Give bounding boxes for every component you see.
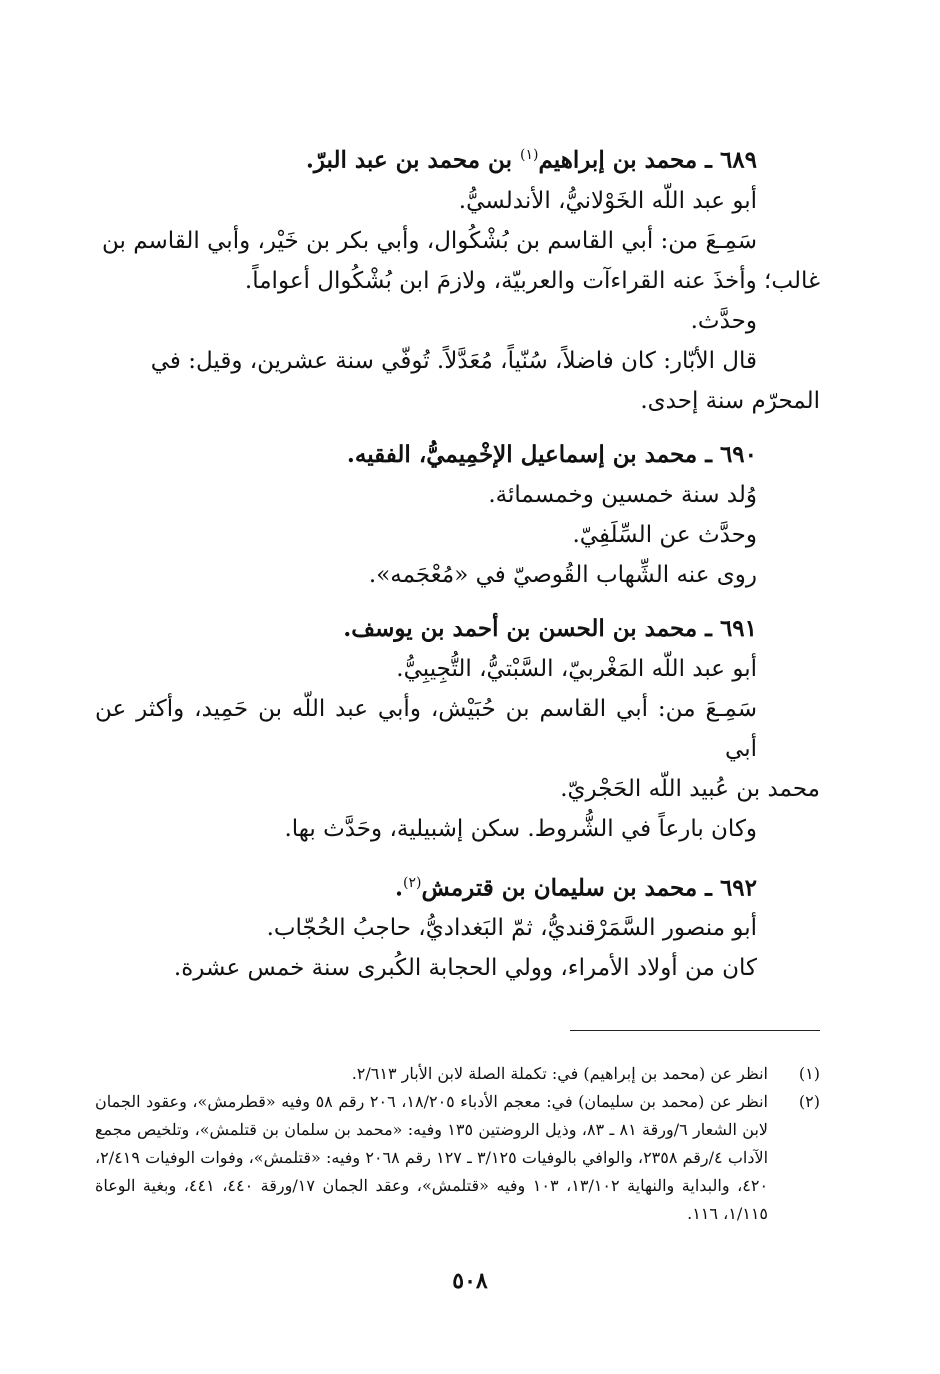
entry-heading-text: . <box>395 874 404 902</box>
text-line: وحدَّث. <box>690 307 757 334</box>
text-line: كان من أولاد الأمراء، وولي الحجابة الكُبرى سنة خمس عشرة. <box>173 955 757 982</box>
footnotes <box>95 1060 820 1228</box>
text-line: أبو عبد اللّه الخَوْلانيُّ، الأندلسيُّ. <box>458 187 757 214</box>
text-line: غالب؛ وأخذَ عنه القراءآت والعربيّة، ولازمَ ابن بُشْكُوال أعواماً. <box>244 267 820 294</box>
footnote-number: (٢) <box>798 1092 820 1111</box>
entry-heading <box>95 863 820 909</box>
entry-heading: ٦٩١ ـ محمد بن الحسن بن أحمد بن يوسف. <box>343 614 757 642</box>
footnote-text: انظر عن (محمد بن سليمان) في: معجم الأدباء ١٨/٢٠٥، ٢٠٦ رقم ٥٨ وفيه «قطرمش»، وعقود الجمان لابن الشعار ٦/ورقة ٨١ ـ ٨٣، وذيل الروضتين ١٣٥ وفيه: «محمد بن سلمان بن قتلمش»، وتلخيص مجمع الآداب ٤/رقم ٢٣٥٨، والوافي بالوفيات ٣/١٢٥ ـ ١٢٧ رقم ٢٠٦٨ وفيه: «قتلمش»، وفوات الوفيات ٢/٤١٩، ٤٢٠، والبداية والنهاية ١٣/١٠٢، ١٠٣ وفيه «قتلمش»، وعقد الجمان ١٧/ورقة ٤٤٠، ٤٤١، وبغية الوعاة ١/١١٥، ١١٦. <box>95 1092 769 1223</box>
text-line: محمد بن عُبيد اللّه الحَجْريّ. <box>560 775 820 802</box>
main-text <box>95 135 820 1002</box>
text-line: سَمِـعَ من: أبي القاسم بن بُشْكُوال، وأبي بكر بن خَيْر، وأبي القاسم بن <box>101 227 757 254</box>
text-line: وحدَّث عن السِّلَفِيّ. <box>572 521 757 548</box>
text-line: المحرّم سنة إحدى. <box>640 387 820 414</box>
entry-heading-text: ٦٨٩ ـ محمد بن إبراهيم <box>538 146 757 174</box>
text-line: وكان بارعاً في الشُّروط. سكن إشبيلية، وحَدَّث بها. <box>284 815 757 842</box>
entry-heading-text: ٦٩٢ ـ محمد بن سليمان بن قترمش <box>421 874 757 902</box>
text-line: أبو عبد اللّه المَغْربيّ، السَّبْتيُّ، التُّجِيبِيُّ. <box>396 655 757 682</box>
footnote-number: (١) <box>798 1064 820 1083</box>
entry-heading <box>95 135 820 181</box>
text-line: قال الأبّار: كان فاضلاً، سُنّياً، مُعَدَّلاً. تُوفّي سنة عشرين، وقيل: في <box>150 347 757 374</box>
footnote-divider <box>570 1030 820 1031</box>
entry-691 <box>95 609 820 849</box>
text-line: سَمِـعَ من: أبي القاسم بن حُبَيْش، وأبي عبد اللّه بن حَمِيد، وأكثر عن أبي <box>95 695 757 762</box>
text-line: أبو منصور السَّمَرْقنديُّ، ثمّ البَغداديُّ، حاجبُ الحُجّاب. <box>266 915 757 942</box>
footnote-ref: (٢) <box>403 874 422 891</box>
footnote-1 <box>95 1060 820 1088</box>
entry-690 <box>95 435 820 595</box>
page-number: ٥٠٨ <box>452 1268 488 1294</box>
entry-heading: ٦٩٠ ـ محمد بن إسماعيل الإخْمِيميُّ، الفقيه. <box>346 440 757 468</box>
text-line: روى عنه الشِّهاب القُوصيّ في «مُعْجَمه». <box>368 561 757 588</box>
footnote-text: انظر عن (محمد بن إبراهيم) في: تكملة الصلة لابن الأبار ٢/٦١٣. <box>351 1064 768 1083</box>
entry-692 <box>95 863 820 989</box>
footnote-2 <box>95 1088 820 1228</box>
entry-heading-text: بن محمد بن عبد البرّ. <box>305 146 512 174</box>
text-line: وُلد سنة خمسين وخمسمائة. <box>488 481 757 508</box>
entry-689 <box>95 135 820 421</box>
footnote-ref: (١) <box>520 147 539 163</box>
